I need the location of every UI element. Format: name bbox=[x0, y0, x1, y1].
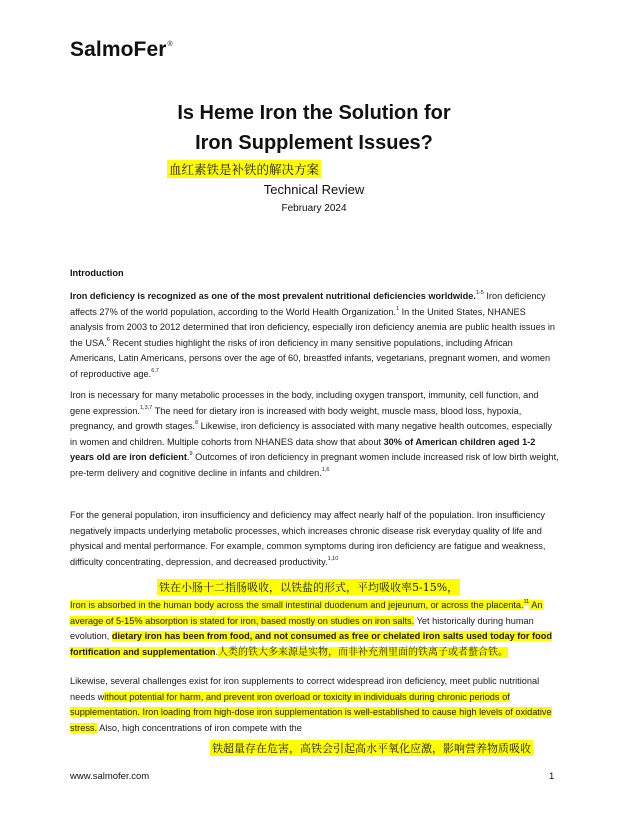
p1-text-2: In the United States, NHANES analysis from 2003 to 2012 determined that iron deficiency, especially iron deficiency anemia are public health issues in the USA. bbox=[70, 306, 555, 348]
p1-text-1: Iron deficiency affects 27% of the world population, according to the World Health Organization. bbox=[70, 291, 546, 317]
p2-text-3: Likewise, iron deficiency is associated with many negative health outcomes, especially in women and children. Multiple cohorts from NHANES data show that about bbox=[70, 421, 552, 447]
chinese-subtitle-annotation: 血红素铁是补铁的解决方案 bbox=[169, 162, 320, 177]
p1-ref-1: 1-5 bbox=[475, 289, 484, 296]
document-subtitle: Technical Review bbox=[263, 182, 365, 197]
section-heading-introduction: Introduction bbox=[70, 268, 124, 278]
p2-bold: 30% of American children aged 1-2 years old are iron deficient bbox=[70, 436, 536, 463]
p2-text-4: . bbox=[186, 452, 190, 463]
p2-text-2: The need for dietary iron is increased with body weight, muscle mass, blood loss, hypoxia, pregnancy, and growth stages. bbox=[70, 405, 522, 432]
p1-ref-4: 6,7 bbox=[151, 367, 159, 374]
document-date: February 2024 bbox=[281, 203, 347, 214]
footer-website: www.salmofer.com bbox=[70, 771, 150, 782]
p2-text-5: Outcomes of iron deficiency in pregnant women include increased risk of low birth weight, pre-term delivery and cognitive decline in infants and children. bbox=[70, 452, 559, 478]
p5-text-2: Also, high concentrations of iron compete with the bbox=[97, 722, 302, 733]
p2-ref-1: 1,3,7 bbox=[139, 404, 153, 411]
p4-text-1: Yet historically during human evolution, bbox=[70, 615, 534, 642]
paragraph-3 bbox=[70, 508, 560, 570]
title-line-2: Iron Supplement Issues? bbox=[195, 132, 433, 154]
paragraph-5 bbox=[70, 674, 560, 736]
p2-ref-4: 1,6 bbox=[321, 466, 330, 473]
p3-ref-1: 1,10 bbox=[327, 555, 339, 562]
p4-highlight-2: An average of 5-15% absorption is stated for iron, based mostly on studies on iron salts. bbox=[70, 600, 543, 626]
p1-ref-2: 1 bbox=[396, 305, 400, 312]
p2-ref-3: 9 bbox=[189, 451, 193, 458]
chinese-annotation-iron-overload: 铁超量存在危害，高铁会引起高水平氧化应激，影响营养物质吸收 bbox=[212, 742, 531, 755]
logo-text: SalmoFer bbox=[70, 38, 167, 61]
chinese-annotation-absorption: 铁在小肠十二指肠吸收，以铁盐的形式，平均吸收率5-15%， bbox=[159, 581, 459, 594]
p4-ref-1: 11 bbox=[523, 598, 530, 605]
p1-ref-3: 6 bbox=[106, 336, 110, 343]
paragraph-1 bbox=[70, 289, 560, 383]
chinese-annotation-dietary-iron: 人类的铁大多来源是实物，而非补充剂里面的铁离子或者螯合铁。 bbox=[218, 646, 509, 658]
p4-highlight-1: Iron is absorbed in the human body across the small intestinal duodenum and jejeunum, or across the placenta. bbox=[70, 600, 524, 610]
p5-highlight-1: ithout potential for harm, and prevent iron overload or toxicity in individuals during chronic periods of supplementation. Iron loading from high-dose iron supplementation is well-established to cause high levels of oxidative stress. bbox=[70, 691, 552, 733]
paragraph-4 bbox=[70, 598, 560, 660]
p2-text-1: Iron is necessary for many metabolic processes in the body, including oxygen transport, immunity, cell function, and gene expression. bbox=[70, 390, 539, 416]
p4-highlight-bold: dietary iron has been from food, and not consumed as free or chelated iron salts used today for food fortification and supplementation bbox=[70, 631, 552, 657]
paragraph-2 bbox=[70, 388, 560, 482]
p2-ref-2: 8 bbox=[194, 420, 199, 427]
salmofer-logo bbox=[70, 38, 173, 62]
p4-text-2: . bbox=[215, 646, 219, 657]
p5-text-1: Likewise, several challenges exist for iron supplements to correct widespread iron deficiency, meet public nutritional needs w bbox=[70, 676, 540, 702]
p1-text-3: Recent studies highlight the risks of iron deficiency in many sensitive populations, including African Americans, Latin Americans, persons over the age of 60, breastfed infants, vegetarians, pregnant women, and women of reproductive age. bbox=[70, 337, 551, 379]
p3-text-1: For the general population, iron insufficiency and deficiency may affect nearly half of the population. Iron insufficiency negatively impacts underlying metabolic processes, which increases chronic disease risk everyday quality of life and physical and mental performance. For example, common symptoms during iron deficiency are fatigue and weakness, difficulty concentrating, depression, and decreased productivity. bbox=[70, 510, 546, 567]
registered-mark: ® bbox=[167, 41, 173, 48]
title-line-1: Is Heme Iron the Solution for bbox=[177, 102, 451, 124]
p1-bold: Iron deficiency is recognized as one of the most prevalent nutritional deficiencies worldwide. bbox=[70, 291, 476, 301]
page-number: 1 bbox=[549, 771, 555, 782]
